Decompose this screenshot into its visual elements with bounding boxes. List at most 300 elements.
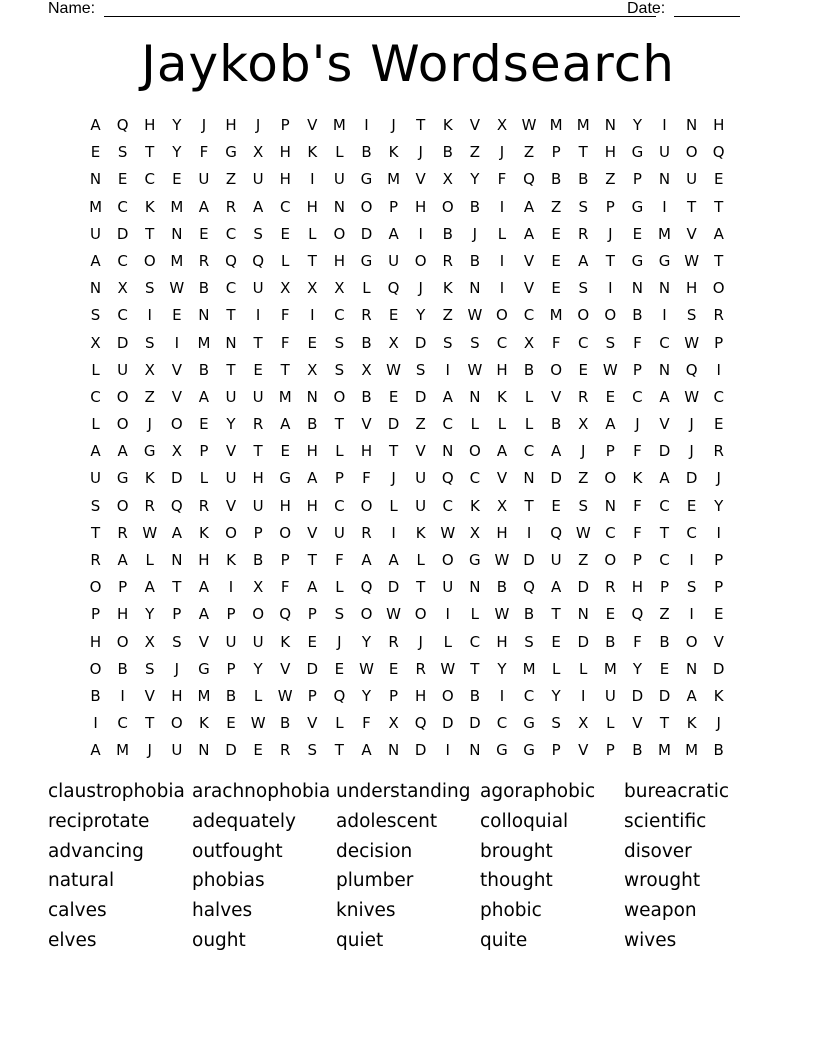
grid-letter: B <box>523 605 535 624</box>
grid-letter: X <box>90 333 101 352</box>
word-bank-item: claustrophobia <box>48 781 185 802</box>
grid-letter: U <box>442 578 454 597</box>
word-bank <box>48 778 768 957</box>
grid-letter: P <box>280 116 290 134</box>
word-bank-item: calves <box>48 900 107 922</box>
grid-letter: W <box>359 659 374 678</box>
grid-letter: R <box>713 306 724 325</box>
grid-letter: U <box>252 170 264 189</box>
grid-letter: L <box>524 415 534 434</box>
grid-letter: H <box>144 116 156 134</box>
grid-letter: P <box>632 170 642 189</box>
grid-letter: X <box>388 333 399 352</box>
grid-letter: J <box>337 632 342 651</box>
grid-letter: T <box>307 251 317 270</box>
grid-letter: B <box>442 143 453 162</box>
grid-letter: P <box>632 551 642 569</box>
grid-letter: N <box>198 741 210 760</box>
grid-letter: X <box>442 170 453 189</box>
grid-letter: J <box>716 714 721 733</box>
grid-letter: D <box>171 469 183 488</box>
grid-letter: F <box>362 469 371 488</box>
grid-letter: K <box>307 143 318 162</box>
grid-letter: I <box>147 306 152 325</box>
grid-letter: N <box>171 224 183 243</box>
grid-letter: K <box>199 523 209 542</box>
grid-letter: S <box>334 333 345 352</box>
grid-letter: O <box>577 306 590 325</box>
grid-letter: G <box>469 551 481 569</box>
grid-letter: Q <box>414 714 427 733</box>
grid-letter: P <box>605 741 615 760</box>
grid-letter: H <box>89 632 102 651</box>
grid-letter: N <box>89 170 102 189</box>
grid-letter: X <box>307 360 318 379</box>
grid-letter: N <box>523 469 535 488</box>
grid-letter: E <box>280 224 290 243</box>
grid-letter: P <box>307 686 317 705</box>
grid-letter: G <box>523 741 535 760</box>
grid-letter: Q <box>631 605 644 624</box>
grid-letter: A <box>388 551 399 569</box>
grid-letter: J <box>255 116 261 134</box>
grid-letter: M <box>197 686 211 705</box>
grid-letter: A <box>659 469 670 488</box>
grid-letter: V <box>659 415 670 434</box>
grid-letter: B <box>632 306 643 325</box>
grid-letter: A <box>198 578 210 597</box>
grid-letter: V <box>198 632 210 651</box>
grid-letter: F <box>633 496 642 515</box>
grid-letter: C <box>442 415 453 434</box>
grid-letter: J <box>581 442 586 461</box>
grid-letter: G <box>496 741 508 760</box>
grid-letter: W <box>169 279 185 298</box>
grid-letter: H <box>279 170 291 189</box>
grid-letter: V <box>632 714 643 733</box>
grid-letter: S <box>117 143 128 162</box>
word-bank-item: understanding <box>336 781 471 802</box>
grid-letter: E <box>713 170 724 189</box>
grid-letter: O <box>333 224 346 243</box>
grid-letter: M <box>170 197 184 216</box>
grid-letter: C <box>117 306 128 325</box>
grid-letter: Y <box>253 659 263 678</box>
grid-letter: F <box>497 170 507 189</box>
grid-letter: U <box>659 143 670 162</box>
grid-letter: L <box>470 415 480 434</box>
grid-letter: T <box>388 442 399 461</box>
grid-letter: J <box>418 632 423 651</box>
grid-letter: T <box>551 605 561 624</box>
grid-letter: C <box>496 333 508 352</box>
grid-letter: I <box>93 714 98 733</box>
grid-letter: Z <box>442 306 453 325</box>
grid-letter: R <box>198 496 210 515</box>
grid-letter: K <box>442 279 453 298</box>
date-field-line <box>674 16 740 17</box>
word-bank-item: brought <box>480 840 553 862</box>
grid-letter: E <box>551 251 561 270</box>
grid-letter: Q <box>252 251 265 270</box>
grid-letter: V <box>713 632 724 651</box>
grid-letter: E <box>334 659 345 678</box>
grid-letter: K <box>686 714 697 733</box>
grid-letter: P <box>226 605 236 624</box>
grid-letter: Q <box>685 360 698 379</box>
grid-letter: A <box>551 578 562 597</box>
word-bank-item: phobic <box>480 900 542 922</box>
grid-letter: L <box>91 415 100 434</box>
grid-letter: P <box>118 578 128 597</box>
grid-letter: L <box>524 387 534 406</box>
grid-letter: L <box>497 224 507 243</box>
grid-letter: E <box>199 415 209 434</box>
grid-letter: S <box>578 496 588 515</box>
grid-letter: Y <box>145 605 155 624</box>
grid-letter: D <box>387 415 400 434</box>
grid-letter: C <box>523 306 535 325</box>
grid-letter: R <box>361 306 372 325</box>
grid-letter: I <box>581 686 586 705</box>
grid-letter: B <box>550 415 562 434</box>
grid-letter: A <box>605 415 616 434</box>
grid-letter: V <box>496 469 508 488</box>
grid-letter: T <box>226 306 236 325</box>
grid-letter: G <box>360 251 373 270</box>
name-label: Name: <box>48 0 96 17</box>
grid-row <box>82 629 734 656</box>
grid-letter: O <box>685 143 698 162</box>
grid-letter: G <box>631 143 644 162</box>
grid-letter: X <box>252 578 264 597</box>
grid-letter: C <box>469 632 481 651</box>
grid-letter: Q <box>523 170 535 189</box>
word-bank-item: bureacratic <box>624 781 730 802</box>
grid-letter: T <box>578 143 588 162</box>
grid-letter: M <box>89 197 103 216</box>
grid-letter: Q <box>116 116 129 134</box>
grid-letter: I <box>445 605 450 624</box>
worksheet-header <box>48 0 748 22</box>
grid-letter: X <box>523 333 535 352</box>
grid-letter: I <box>499 279 505 298</box>
grid-letter: P <box>172 605 182 624</box>
grid-letter: A <box>686 686 697 705</box>
grid-letter: I <box>499 686 505 705</box>
grid-letter: W <box>467 306 483 325</box>
grid-letter: I <box>689 551 694 569</box>
grid-letter: H <box>415 197 427 216</box>
grid-letter: A <box>90 251 101 270</box>
grid-letter: K <box>280 632 291 651</box>
grid-letter: R <box>388 632 399 651</box>
grid-letter: N <box>89 279 102 298</box>
grid-letter: E <box>388 387 399 406</box>
grid-letter: U <box>225 469 237 488</box>
grid-letter: W <box>684 251 700 270</box>
grid-letter: F <box>633 333 642 352</box>
grid-letter: H <box>306 496 318 515</box>
grid-letter: D <box>577 632 590 651</box>
grid-letter: B <box>307 415 318 434</box>
grid-letter: T <box>714 197 724 216</box>
grid-letter: N <box>469 387 481 406</box>
grid-letter: A <box>90 741 101 760</box>
word-bank-item: disover <box>624 840 692 862</box>
grid-letter: R <box>361 523 372 542</box>
grid-letter: H <box>496 632 508 651</box>
grid-letter: P <box>91 605 101 624</box>
grid-letter: E <box>551 279 561 298</box>
grid-row <box>82 330 734 357</box>
grid-letter: X <box>361 360 372 379</box>
grid-letter: B <box>90 686 101 705</box>
grid-letter: Y <box>551 686 561 705</box>
grid-letter: L <box>362 279 371 298</box>
grid-letter: X <box>280 279 291 298</box>
grid-letter: O <box>170 415 183 434</box>
grid-letter: S <box>90 306 101 325</box>
grid-letter: B <box>469 197 480 216</box>
grid-letter: B <box>550 170 562 189</box>
grid-letter: E <box>551 632 561 651</box>
grid-letter: U <box>686 170 698 189</box>
grid-letter: Z <box>551 197 562 216</box>
grid-letter: I <box>174 333 180 352</box>
grid-letter: L <box>579 659 588 678</box>
grid-letter: T <box>253 442 263 461</box>
grid-row <box>82 493 734 520</box>
grid-letter: M <box>603 659 617 678</box>
grid-letter: I <box>228 578 234 597</box>
grid-letter: J <box>689 442 694 461</box>
grid-letter: X <box>578 714 589 733</box>
grid-letter: X <box>578 415 589 434</box>
grid-letter: D <box>116 224 129 243</box>
grid-row <box>82 248 734 275</box>
grid-letter: D <box>441 714 454 733</box>
grid-letter: O <box>414 251 427 270</box>
grid-letter: F <box>280 333 290 352</box>
grid-letter: U <box>117 360 129 379</box>
grid-letter: L <box>551 659 561 678</box>
grid-letter: F <box>280 306 290 325</box>
grid-row <box>82 656 734 683</box>
word-bank-item: agoraphobic <box>480 781 596 802</box>
grid-letter: P <box>714 333 724 352</box>
grid-letter: U <box>171 741 183 760</box>
word-bank-item: phobias <box>192 870 265 892</box>
grid-letter: V <box>551 387 562 406</box>
grid-letter: A <box>117 551 128 569</box>
grid-letter: J <box>499 143 505 162</box>
grid-letter: O <box>360 605 373 624</box>
grid-letter: X <box>144 360 155 379</box>
grid-row <box>82 683 734 710</box>
grid-letter: L <box>335 442 344 461</box>
grid-letter: W <box>494 551 510 569</box>
grid-letter: P <box>714 578 724 597</box>
grid-letter: Z <box>605 170 616 189</box>
grid-letter: O <box>89 659 102 678</box>
word-bank-item: adequately <box>192 810 296 832</box>
grid-letter: M <box>332 116 346 134</box>
grid-letter: L <box>335 578 344 597</box>
grid-letter: D <box>387 578 400 597</box>
grid-letter: K <box>415 523 426 542</box>
grid-letter: L <box>389 496 398 515</box>
grid-letter: S <box>578 279 588 298</box>
grid-letter: H <box>279 143 291 162</box>
grid-letter: U <box>252 279 264 298</box>
grid-letter: H <box>225 116 237 134</box>
grid-letter: E <box>632 224 643 243</box>
grid-letter: H <box>117 605 129 624</box>
grid-letter: N <box>631 279 644 298</box>
grid-row <box>82 139 734 166</box>
grid-letter: Y <box>361 632 372 651</box>
grid-letter: O <box>116 387 129 406</box>
grid-letter: E <box>90 143 101 162</box>
grid-letter: W <box>467 360 483 379</box>
grid-letter: E <box>713 605 724 624</box>
grid-letter: B <box>578 170 589 189</box>
grid-letter: S <box>253 224 263 243</box>
grid-letter: N <box>685 659 698 678</box>
grid-letter: B <box>469 686 480 705</box>
grid-letter: Y <box>416 306 426 325</box>
grid-letter: A <box>442 387 453 406</box>
grid-row <box>82 601 734 628</box>
grid-letter: J <box>608 224 613 243</box>
grid-letter: R <box>578 224 589 243</box>
grid-letter: L <box>145 551 154 569</box>
grid-letter: J <box>174 659 180 678</box>
grid-letter: A <box>361 551 372 569</box>
grid-letter: E <box>280 442 290 461</box>
grid-letter: K <box>226 551 236 569</box>
grid-letter: G <box>523 714 535 733</box>
grid-letter: E <box>713 415 724 434</box>
grid-row <box>82 465 734 492</box>
word-bank-item: knives <box>336 900 396 922</box>
grid-letter: O <box>170 714 183 733</box>
grid-letter: A <box>171 523 182 542</box>
grid-letter: O <box>116 415 129 434</box>
word-bank-item: colloquial <box>480 810 569 832</box>
grid-letter: O <box>441 551 454 569</box>
grid-letter: P <box>551 741 561 760</box>
grid-letter: A <box>578 251 589 270</box>
grid-letter: R <box>442 251 453 270</box>
page-title: Jaykob's Wordsearch <box>141 35 675 93</box>
grid-letter: G <box>225 143 237 162</box>
grid-letter: V <box>307 523 318 542</box>
grid-letter: W <box>440 523 456 542</box>
grid-letter: R <box>252 415 264 434</box>
grid-letter: P <box>199 442 209 461</box>
grid-letter: P <box>253 523 263 542</box>
grid-letter: U <box>225 387 237 406</box>
word-bank-item: thought <box>480 870 553 892</box>
grid-letter: M <box>576 116 590 134</box>
grid-letter: P <box>714 551 724 569</box>
grid-letter: T <box>145 224 155 243</box>
grid-letter: W <box>521 116 537 134</box>
grid-letter: Q <box>360 578 373 597</box>
grid-letter: A <box>659 387 670 406</box>
grid-letter: E <box>659 659 670 678</box>
grid-letter: B <box>252 551 264 569</box>
grid-letter: O <box>414 605 427 624</box>
grid-letter: J <box>418 143 423 162</box>
grid-letter: I <box>716 360 721 379</box>
grid-letter: L <box>443 632 452 651</box>
grid-letter: W <box>575 523 591 542</box>
grid-letter: Z <box>144 387 155 406</box>
grid-letter: Y <box>632 659 642 678</box>
grid-letter: A <box>388 224 399 243</box>
grid-letter: M <box>387 170 401 189</box>
word-bank-item: plumber <box>336 870 414 892</box>
grid-letter: Y <box>361 686 372 705</box>
grid-letter: S <box>524 632 534 651</box>
grid-letter: O <box>550 360 563 379</box>
grid-letter: X <box>388 714 399 733</box>
grid-letter: Q <box>441 469 454 488</box>
grid-letter: D <box>414 387 427 406</box>
grid-letter: F <box>633 523 642 542</box>
grid-letter: V <box>144 686 155 705</box>
grid-letter: N <box>306 387 318 406</box>
grid-letter: V <box>469 116 480 134</box>
grid-letter: Z <box>225 170 237 189</box>
grid-letter: H <box>685 279 698 298</box>
grid-letter: U <box>252 496 264 515</box>
word-bank-item: outfought <box>192 840 283 862</box>
grid-letter: S <box>578 197 588 216</box>
grid-letter: P <box>389 197 399 216</box>
grid-letter: V <box>307 116 318 134</box>
grid-letter: Z <box>415 415 426 434</box>
grid-letter: Q <box>279 605 292 624</box>
grid-letter: C <box>496 714 508 733</box>
grid-letter: W <box>684 387 700 406</box>
letter-grid <box>82 112 734 765</box>
grid-letter: N <box>469 279 481 298</box>
grid-letter: N <box>658 360 671 379</box>
grid-letter: D <box>712 659 725 678</box>
grid-letter: R <box>144 496 155 515</box>
grid-letter: P <box>605 197 615 216</box>
grid-letter: Y <box>497 659 507 678</box>
grid-letter: W <box>684 333 700 352</box>
grid-letter: Y <box>714 496 724 515</box>
grid-letter: W <box>386 605 401 624</box>
grid-letter: U <box>604 686 616 705</box>
grid-letter: M <box>116 741 130 760</box>
grid-letter: H <box>198 551 210 569</box>
grid-letter: L <box>199 469 209 488</box>
grid-letter: V <box>171 360 182 379</box>
grid-letter: K <box>144 197 155 216</box>
grid-letter: K <box>388 143 399 162</box>
grid-letter: U <box>550 551 562 569</box>
grid-row <box>82 737 734 764</box>
grid-letter: P <box>334 469 344 488</box>
grid-letter: X <box>334 279 345 298</box>
